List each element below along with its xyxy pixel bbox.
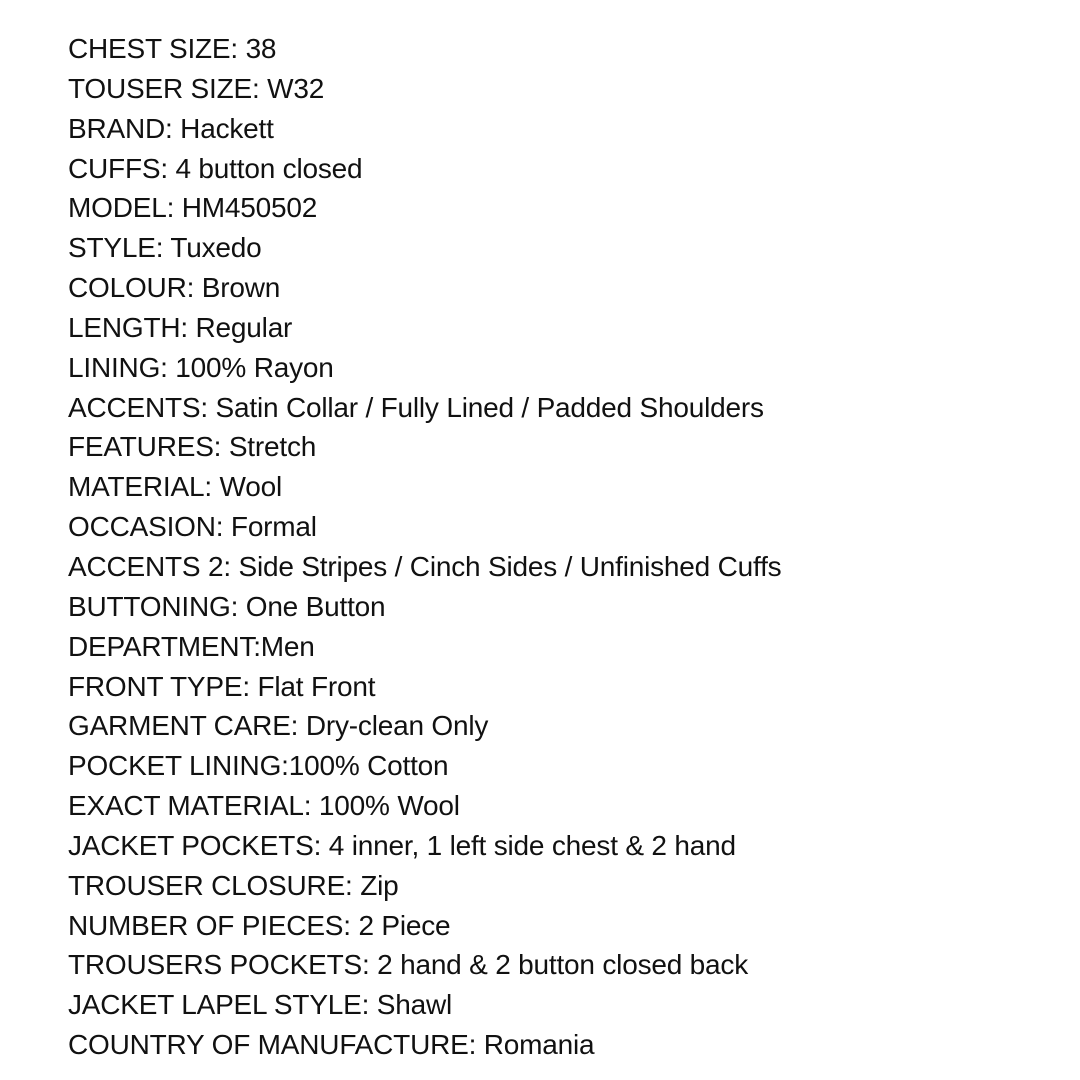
spec-garment-care: GARMENT CARE: Dry-clean Only <box>68 710 489 742</box>
spec-buttoning: BUTTONING: One Button <box>68 590 386 622</box>
spec-length: LENGTH: Regular <box>68 311 293 343</box>
spec-accents-2: ACCENTS 2: Side Stripes / Cinch Sides / Unfinished Cuffs <box>68 550 782 582</box>
spec-country-of-manufacture: COUNTRY OF MANUFACTURE: Romania <box>68 1029 595 1061</box>
spec-material: MATERIAL: Wool <box>68 471 282 503</box>
spec-jacket-lapel-style: JACKET LAPEL STYLE: Shawl <box>68 989 453 1021</box>
spec-trousers-pockets: TROUSERS POCKETS: 2 hand & 2 button closed back <box>68 949 749 981</box>
spec-jacket-pockets: JACKET POCKETS: 4 inner, 1 left side chest & 2 hand <box>68 829 736 861</box>
spec-features: FEATURES: Stretch <box>68 431 317 463</box>
spec-style: STYLE: Tuxedo <box>68 232 262 264</box>
spec-cuffs: CUFFS: 4 button closed <box>68 152 363 184</box>
spec-front-type: FRONT TYPE: Flat Front <box>68 670 376 702</box>
product-spec-list <box>68 29 781 1065</box>
spec-brand: BRAND: Hackett <box>68 112 274 144</box>
spec-department: DEPARTMENT:Men <box>68 630 315 662</box>
spec-lining: LINING: 100% Rayon <box>68 351 334 383</box>
spec-model: MODEL: HM450502 <box>68 192 318 224</box>
spec-trouser-closure: TROUSER CLOSURE: Zip <box>68 869 399 901</box>
spec-accents: ACCENTS: Satin Collar / Fully Lined / Padded Shoulders <box>68 391 764 423</box>
spec-occasion: OCCASION: Formal <box>68 511 317 543</box>
spec-trouser-size: TOUSER SIZE: W32 <box>68 72 325 104</box>
spec-pocket-lining: POCKET LINING:100% Cotton <box>68 750 449 782</box>
spec-exact-material: EXACT MATERIAL: 100% Wool <box>68 790 460 822</box>
spec-chest-size: CHEST SIZE: 38 <box>68 33 277 64</box>
spec-number-of-pieces: NUMBER OF PIECES: 2 Piece <box>68 909 451 941</box>
spec-colour: COLOUR: Brown <box>68 272 281 304</box>
